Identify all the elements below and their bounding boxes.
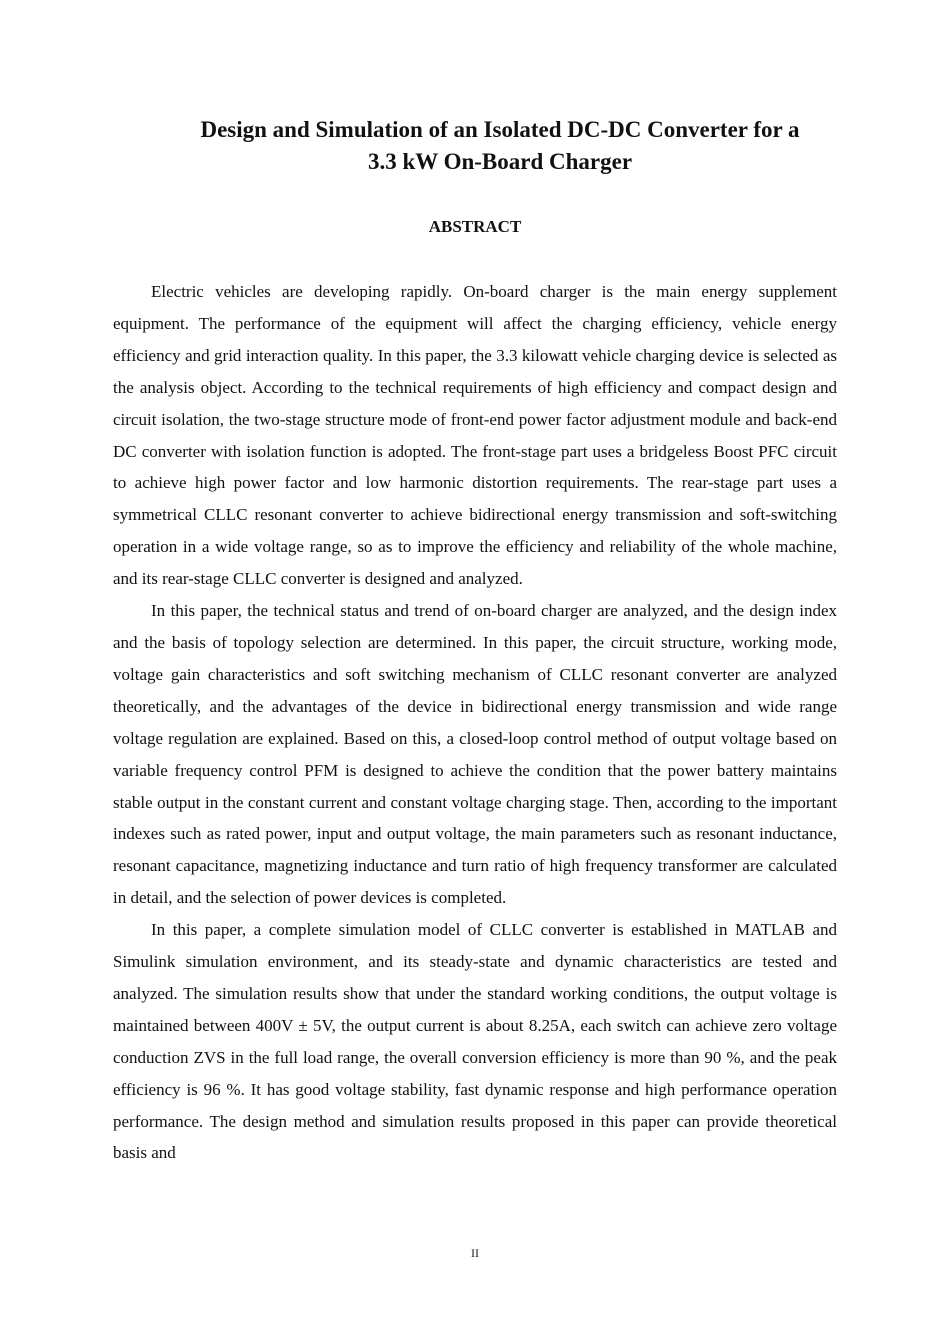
abstract-heading: ABSTRACT: [428, 217, 522, 236]
abstract-paragraph-2: In this paper, the technical status and trend of on-board charger are analyzed, and the design index and the basis of topology selection are determined. In this paper, the circuit structure, working mode, voltage gain characteristics and soft switching mechanism of CLLC resonant converter are analyzed theoretically, and the advantages of the device in bidirectional energy transmission and wide range voltage regulation are explained. Based on this, a closed-loop control method of output voltage based on variable frequency control PFM is designed to achieve the condition that the power battery maintains stable output in the constant current and constant voltage charging stage. Then, according to the important indexes such as rated power, input and output voltage, the main parameters such as resonant inductance, resonant capacitance, magnetizing inductance and turn ratio of high frequency transformer are calculated in detail, and the selection of power devices is completed.: [113, 601, 837, 908]
abstract-paragraph-3: In this paper, a complete simulation model of CLLC converter is established in MATLAB and Simulink simulation environment, and its steady-state and dynamic characteristics are tested and analyzed. The simulation results show that under the standard working conditions, the output voltage is maintained between 400V ± 5V, the output current is about 8.25A, each switch can achieve zero voltage conduction ZVS in the full load range, the overall conversion efficiency is more than 90 %, and the peak efficiency is 96 %. It has good voltage stability, fast dynamic response and high performance operation performance. The design method and simulation results proposed in this paper can provide theoretical basis and: [113, 920, 837, 1163]
abstract-body: [113, 276, 837, 1169]
paper-title: [100, 114, 900, 178]
paper-title-line-1: Design and Simulation of an Isolated DC-DC Converter for a: [200, 117, 800, 142]
page-number: II: [471, 1246, 479, 1260]
abstract-paragraph-1: Electric vehicles are developing rapidly. On-board charger is the main energy supplement equipment. The performance of the equipment will affect the charging efficiency, vehicle energy efficiency and grid interaction quality. In this paper, the 3.3 kilowatt vehicle charging device is selected as the analysis object. According to the technical requirements of high efficiency and compact design and circuit isolation, the two-stage structure mode of front-end power factor adjustment module and back-end DC converter with isolation function is adopted. The front-stage part uses a bridgeless Boost PFC circuit to achieve high power factor and low harmonic distortion requirements. The rear-stage part uses a symmetrical CLLC resonant converter to achieve bidirectional energy transmission and soft-switching operation in a wide voltage range, so as to improve the efficiency and reliability of the whole machine, and its rear-stage CLLC converter is designed and analyzed.: [113, 282, 837, 589]
paper-title-line-2: 3.3 kW On-Board Charger: [367, 149, 633, 174]
